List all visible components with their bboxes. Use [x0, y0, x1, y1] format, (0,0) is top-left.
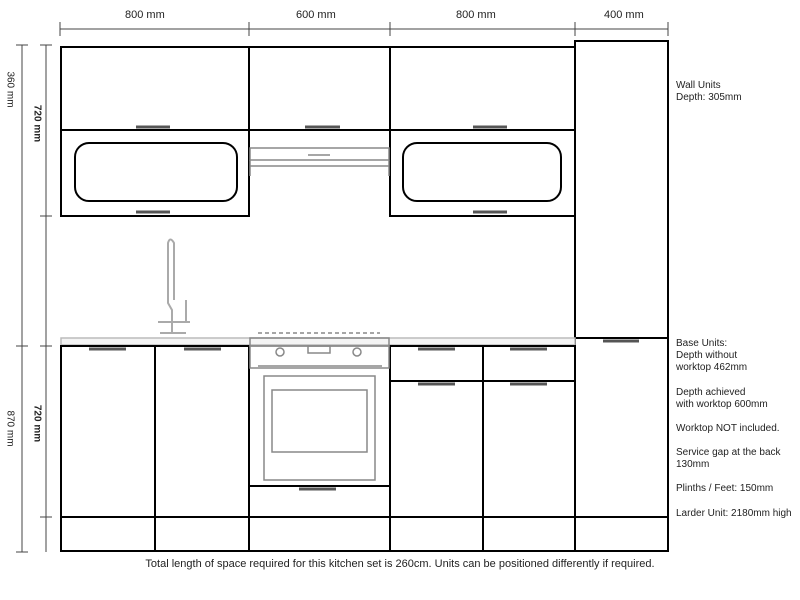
note-worktop: Worktop NOT included.: [676, 423, 780, 434]
oven-drawer: [249, 486, 390, 517]
base-door-4: [483, 381, 575, 517]
oven: [250, 333, 389, 480]
inner-height-label-wall: 720 mm: [31, 104, 43, 143]
note-plinths: Plinths / Feet: 150mm: [676, 483, 774, 494]
note-depth-achieved: Depth achieved with worktop 600mm: [676, 387, 768, 410]
base-plinth: [61, 517, 575, 551]
width-label-2: 600 mm: [296, 9, 336, 21]
wall-unit-right-top: [390, 47, 575, 130]
base-door-2: [155, 346, 249, 517]
wall-unit-middle: [249, 47, 390, 130]
height-label-base: 870 mm: [4, 410, 16, 447]
sink-tap: [158, 240, 190, 334]
base-drawer-1: [390, 346, 483, 381]
larder-top-door: [575, 41, 668, 338]
base-door-1: [61, 346, 155, 517]
note-base-units: Base Units: Depth without worktop 462mm: [676, 338, 748, 373]
footer-caption: Total length of space required for this kitchen set is 260cm. Units can be positioned differently if required.: [145, 558, 655, 570]
worktop: [61, 338, 575, 345]
larder-bottom-door: [575, 338, 668, 517]
base-drawer-2: [483, 346, 575, 381]
note-service-gap: Service gap at the back 130mm: [676, 447, 781, 470]
base-door-3: [390, 381, 483, 517]
note-wall-units: Wall Units Depth: 305mm: [676, 80, 742, 103]
inner-height-label-base: 720 mm: [31, 404, 43, 443]
larder-unit: [575, 41, 668, 551]
width-label-4: 400 mm: [604, 9, 644, 21]
note-larder: Larder Unit: 2180mm high: [676, 508, 792, 519]
width-label-3: 800 mm: [456, 9, 496, 21]
height-label-wall: 360 mm: [4, 71, 16, 108]
larder-plinth: [575, 517, 668, 551]
width-label-1: 800 mm: [125, 9, 165, 21]
wall-units: [61, 47, 575, 216]
extractor-hood: [250, 148, 389, 176]
wall-unit-left-top: [61, 47, 249, 130]
